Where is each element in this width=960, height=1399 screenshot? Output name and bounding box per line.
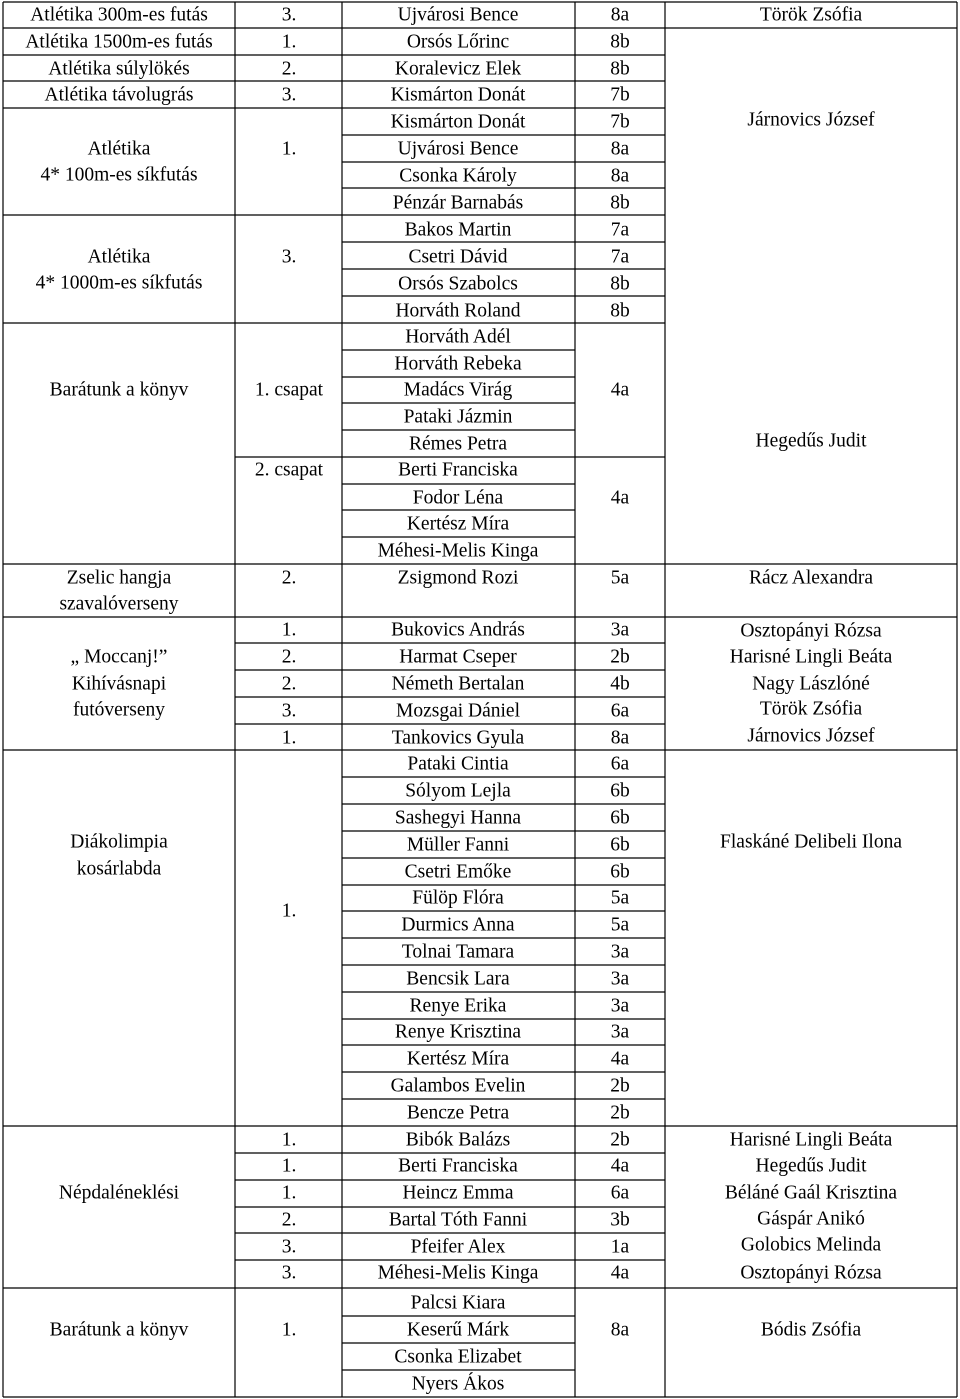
class-cell: 8a [610, 727, 630, 749]
class-cell: 4a [610, 379, 630, 401]
class-cell: 3a [610, 995, 630, 1017]
name-cell: Csonka Károly [399, 165, 517, 187]
rank-cell: 1. [281, 31, 297, 53]
rank-cell: 3. [281, 4, 297, 26]
teacher-name: Hegedűs Judit [755, 430, 867, 452]
rank-cell: 3. [281, 700, 297, 722]
name-cell: Bukovics András [391, 619, 525, 641]
rank-cell: 1. [281, 1182, 297, 1204]
event-name: Kihívásnapi [71, 673, 167, 695]
name-cell: Palcsi Kiara [410, 1292, 506, 1314]
name-cell: Csonka Elizabet [394, 1346, 522, 1368]
name-cell: Fülöp Flóra [412, 887, 504, 909]
rank-cell: 3. [281, 246, 297, 268]
class-cell: 3b [610, 1209, 630, 1231]
class-cell: 7a [610, 219, 630, 241]
event-name: Barátunk a könyv [49, 379, 189, 401]
name-cell: Berti Franciska [398, 459, 518, 481]
name-cell: Bibók Balázs [405, 1129, 511, 1151]
class-cell: 3a [610, 619, 630, 641]
class-cell: 8b [610, 300, 630, 322]
name-cell: Fodor Léna [412, 487, 504, 509]
class-cell: 5a [610, 914, 630, 936]
name-cell: Pataki Cintia [407, 753, 509, 775]
class-cell: 8a [610, 138, 630, 160]
class-cell: 4b [610, 673, 630, 695]
name-cell: Kertész Míra [406, 1048, 510, 1070]
class-cell: 6b [610, 861, 630, 883]
rank-cell: 2. [281, 673, 297, 695]
name-cell: Csetri Dávid [408, 246, 508, 268]
name-cell: Németh Bertalan [391, 673, 525, 695]
name-cell: Pénzár Barnabás [392, 192, 524, 214]
event-name: Diákolimpia [70, 831, 168, 853]
class-cell: 3a [610, 1021, 630, 1043]
name-cell: Berti Franciska [398, 1155, 518, 1177]
teacher-name: Béláné Gaál Krisztina [724, 1182, 898, 1204]
class-cell: 4a [610, 1155, 630, 1177]
rank-cell: 1. [281, 138, 297, 160]
class-cell: 6a [610, 700, 630, 722]
event-name: Atlétika 1500m-es futás [25, 31, 213, 53]
name-cell: Pfeifer Alex [410, 1236, 506, 1258]
event-name: Barátunk a könyv [49, 1319, 189, 1341]
event-name: Atlétika [87, 138, 151, 160]
class-cell: 8b [610, 273, 630, 295]
name-cell: Bartal Tóth Fanni [388, 1209, 528, 1231]
name-cell: Mozsgai Dániel [395, 700, 521, 722]
teacher-name: Járnovics József [747, 725, 875, 747]
event-name: Atlétika súlylökés [48, 58, 190, 80]
rank-cell: 1. [281, 1155, 297, 1177]
teacher-name: Bódis Zsófia [760, 1319, 862, 1341]
class-cell: 3a [610, 968, 630, 990]
rank-cell: 1. [281, 619, 297, 641]
name-cell: Bakos Martin [404, 219, 512, 241]
name-cell: Tolnai Tamara [401, 941, 515, 963]
name-cell: Pataki Jázmin [403, 406, 513, 428]
name-cell: Méhesi-Melis Kinga [377, 1262, 539, 1284]
class-cell: 8a [610, 165, 630, 187]
event-name: Zselic hangja [66, 567, 172, 589]
teacher-name: Osztopányi Rózsa [740, 620, 882, 642]
rank-cell: 1. [281, 1129, 297, 1151]
name-cell: Koralevicz Elek [394, 58, 522, 80]
teacher-name: Harisné Lingli Beáta [729, 646, 893, 668]
event-name: kosárlabda [76, 858, 162, 880]
event-name: Atlétika távolugrás [44, 84, 194, 106]
name-cell: Csetri Emőke [404, 861, 512, 883]
event-name: Atlétika [87, 246, 151, 268]
class-cell: 2b [610, 646, 630, 668]
class-cell: 6a [610, 1182, 630, 1204]
event-name: Népdaléneklési [58, 1182, 180, 1204]
name-cell: Orsós Lőrinc [406, 31, 510, 53]
class-cell: 3a [610, 941, 630, 963]
teacher-name: Járnovics József [747, 109, 875, 131]
name-cell: Horváth Adél [405, 326, 511, 348]
name-cell: Sólyom Lejla [405, 780, 511, 802]
rank-cell: 1. csapat [254, 379, 324, 401]
name-cell: Renye Erika [409, 995, 507, 1017]
name-cell: Müller Fanni [406, 834, 510, 856]
teacher-name: Török Zsófia [759, 4, 863, 26]
event-name: 4* 100m-es síkfutás [40, 164, 198, 186]
teacher-name: Flaskáné Delibeli Ilona [720, 831, 902, 853]
class-cell: 6b [610, 807, 630, 829]
class-cell: 4a [610, 1048, 630, 1070]
rank-cell: 2. [281, 1209, 297, 1231]
rank-cell: 3. [281, 84, 297, 106]
class-cell: 8b [610, 58, 630, 80]
name-cell: Bencsik Lara [406, 968, 510, 990]
rank-cell: 3. [281, 1236, 297, 1258]
teacher-name: Gáspár Anikó [757, 1208, 865, 1230]
name-cell: Rémes Petra [408, 433, 508, 455]
name-cell: Kismárton Donát [390, 111, 526, 133]
name-cell: Ujvárosi Bence [397, 4, 519, 26]
rank-cell: 2. [281, 58, 297, 80]
event-name: Atlétika 300m-es futás [30, 4, 208, 26]
event-name: futóverseny [72, 699, 166, 721]
event-name: „ Moccanj!” [70, 646, 168, 668]
class-cell: 6b [610, 834, 630, 856]
teacher-name: Török Zsófia [759, 698, 863, 720]
class-cell: 2b [610, 1075, 630, 1097]
rank-cell: 1. [281, 900, 297, 922]
name-cell: Heincz Emma [402, 1182, 514, 1204]
class-cell: 2b [610, 1129, 630, 1151]
name-cell: Zsigmond Rozi [397, 567, 519, 589]
class-cell: 7b [610, 84, 630, 106]
class-cell: 1a [610, 1236, 630, 1258]
class-cell: 4a [610, 1262, 630, 1284]
event-name: 4* 1000m-es síkfutás [35, 272, 203, 294]
name-cell: Méhesi-Melis Kinga [377, 540, 539, 562]
class-cell: 2b [610, 1102, 630, 1124]
name-cell: Ujvárosi Bence [397, 138, 519, 160]
name-cell: Harmat Cseper [399, 646, 517, 668]
name-cell: Durmics Anna [401, 914, 515, 936]
rank-cell: 2. [281, 646, 297, 668]
name-cell: Horváth Roland [395, 300, 521, 322]
rank-cell: 2. csapat [254, 459, 324, 481]
class-cell: 5a [610, 567, 630, 589]
class-cell: 8a [610, 1319, 630, 1341]
rank-cell: 1. [281, 727, 297, 749]
name-cell: Orsós Szabolcs [398, 273, 518, 295]
rank-cell: 3. [281, 1262, 297, 1284]
class-cell: 6b [610, 780, 630, 802]
class-cell: 8a [610, 4, 630, 26]
name-cell: Renye Krisztina [394, 1021, 522, 1043]
teacher-name: Rácz Alexandra [749, 567, 873, 589]
class-cell: 7b [610, 111, 630, 133]
teacher-name: Osztopányi Rózsa [740, 1262, 882, 1284]
name-cell: Kertész Míra [406, 513, 510, 535]
name-cell: Sashegyi Hanna [394, 807, 522, 829]
event-name: szavalóverseny [59, 593, 179, 615]
name-cell: Horváth Rebeka [394, 353, 522, 375]
teacher-name: Golobics Melinda [740, 1234, 882, 1256]
class-cell: 5a [610, 887, 630, 909]
name-cell: Nyers Ákos [411, 1373, 505, 1395]
class-cell: 6a [610, 753, 630, 775]
name-cell: Kismárton Donát [390, 84, 526, 106]
name-cell: Bencze Petra [406, 1102, 510, 1124]
teacher-name: Harisné Lingli Beáta [729, 1129, 893, 1151]
name-cell: Galambos Evelin [390, 1075, 526, 1097]
name-cell: Madács Virág [403, 379, 513, 401]
class-cell: 8b [610, 192, 630, 214]
class-cell: 8b [610, 31, 630, 53]
rank-cell: 2. [281, 567, 297, 589]
rank-cell: 1. [281, 1319, 297, 1341]
teacher-name: Hegedűs Judit [755, 1155, 867, 1177]
name-cell: Keserű Márk [406, 1319, 510, 1341]
name-cell: Tankovics Gyula [391, 727, 525, 749]
class-cell: 7a [610, 246, 630, 268]
class-cell: 4a [610, 487, 630, 509]
teacher-name: Nagy Lászlóné [752, 673, 870, 695]
